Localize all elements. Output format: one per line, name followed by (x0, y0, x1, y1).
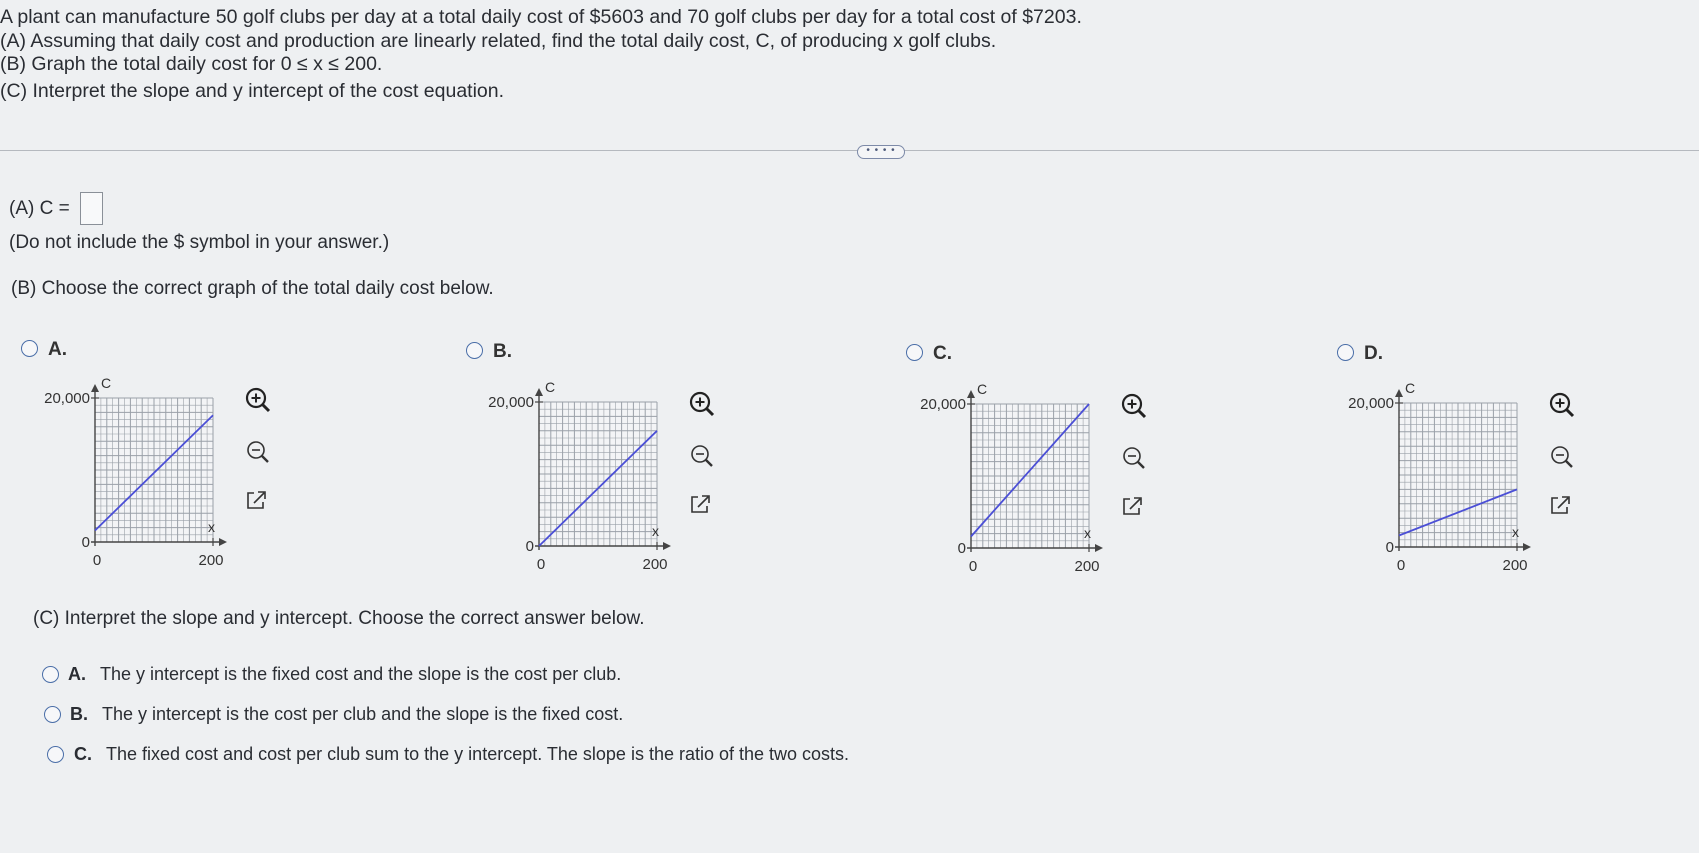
interpret-option-b-radio[interactable] (44, 706, 61, 723)
problem-line-1: A plant can manufacture 50 golf clubs per day at a total daily cost of $5603 and 70 golf clubs per day for a total cost of $7203. (0, 6, 1082, 28)
problem-line-2: (A) Assuming that daily cost and production are linearly related, find the total daily cost, C, of producing x golf clubs. (0, 30, 997, 52)
graph-option-c-label: C. (933, 343, 952, 364)
graph-option-b-label: B. (493, 341, 512, 362)
x-tick-label-right: 200 (642, 556, 668, 573)
y-axis-label: C (101, 375, 112, 391)
x-axis-arrow (219, 538, 227, 546)
y-tick-label-bottom: 0 (81, 534, 90, 551)
external-arrow (1130, 498, 1141, 509)
graph-option-a-label: A. (48, 339, 67, 360)
answer-input-c[interactable] (80, 192, 103, 225)
y-tick-label-top: 20,000 (488, 394, 534, 411)
x-axis-arrow (1095, 544, 1103, 552)
interpret-option-c-radio[interactable] (47, 746, 64, 763)
y-axis-arrow (535, 388, 543, 396)
zoom-out-handle (262, 456, 268, 462)
x-tick-label-left: 0 (1396, 557, 1406, 574)
zoom-out-handle (1566, 461, 1572, 467)
graph-svg (444, 364, 734, 573)
graph-option-c-radio[interactable] (906, 344, 923, 361)
x-axis-label: x (652, 523, 659, 539)
zoom-in-icon[interactable] (1551, 394, 1573, 416)
graph-option-a-radio[interactable] (21, 340, 38, 357)
y-tick-label-bottom: 0 (957, 540, 966, 557)
interpret-option-a-letter: A. (68, 664, 86, 684)
x-axis-arrow (663, 542, 671, 550)
part-c-prompt: (C) Interpret the slope and y intercept. Choose the correct answer below. (33, 608, 645, 629)
x-tick-label-right: 200 (198, 552, 224, 569)
interpret-option-c-text: The fixed cost and cost per club sum to the y intercept. The slope is the ratio of the two costs. (106, 744, 850, 764)
y-tick-label-bottom: 0 (1385, 539, 1394, 556)
part-b-prompt: (B) Choose the correct graph of the total daily cost below. (11, 278, 494, 299)
graph-option-b-radio[interactable] (466, 342, 483, 359)
x-tick-label-left: 0 (92, 552, 102, 569)
open-external-icon[interactable] (1552, 497, 1569, 513)
graph-option-b (444, 364, 734, 573)
x-axis-label: x (208, 519, 215, 535)
part-a-note: (Do not include the $ symbol in your answer.) (9, 232, 390, 253)
zoom-in-icon[interactable] (247, 389, 269, 411)
open-external-icon[interactable] (692, 496, 709, 512)
external-arrow (698, 496, 709, 507)
interpret-option-c-letter: C. (74, 744, 92, 764)
interpret-option-c[interactable] (74, 744, 849, 765)
graph-option-d-radio[interactable] (1337, 344, 1354, 361)
y-axis-arrow (967, 390, 975, 398)
interpret-option-b[interactable] (70, 704, 623, 725)
y-axis-arrow (1395, 389, 1403, 397)
zoom-out-handle (1138, 462, 1144, 468)
y-axis-arrow (91, 384, 99, 392)
zoom-in-handle (707, 409, 714, 416)
y-tick-label-top: 20,000 (920, 396, 966, 413)
problem-line-4: (C) Interpret the slope and y intercept of the cost equation. (0, 80, 505, 102)
graph-option-d (1304, 365, 1594, 574)
external-arrow (1558, 497, 1569, 508)
y-axis-label: C (1405, 380, 1416, 396)
expand-more-button[interactable]: • • • • (857, 145, 905, 159)
graph-svg (1304, 365, 1594, 574)
interpret-option-b-letter: B. (70, 704, 88, 724)
graph-option-c (876, 366, 1166, 575)
y-axis-label: C (977, 381, 988, 397)
x-tick-label-right: 200 (1074, 558, 1100, 575)
open-external-icon[interactable] (1124, 498, 1141, 514)
graph-option-a (0, 360, 290, 569)
interpret-option-a[interactable] (68, 664, 621, 685)
zoom-in-handle (1139, 411, 1146, 418)
interpret-option-a-text: The y intercept is the fixed cost and the slope is the cost per club. (100, 664, 622, 684)
zoom-out-icon[interactable] (1124, 448, 1144, 468)
problem-line-3: (B) Graph the total daily cost for 0 ≤ x ≤ 200. (0, 53, 383, 75)
graph-option-d-label: D. (1364, 343, 1383, 364)
x-axis-label: x (1084, 525, 1091, 541)
x-axis-arrow (1523, 543, 1531, 551)
section-divider (0, 150, 1699, 151)
y-tick-label-top: 20,000 (1348, 395, 1394, 412)
part-a-label: (A) C = (9, 198, 70, 219)
open-external-icon[interactable] (248, 492, 265, 508)
graph-svg (876, 366, 1166, 575)
zoom-in-handle (263, 405, 270, 412)
x-tick-label-right: 200 (1502, 557, 1528, 574)
x-axis-label: x (1512, 524, 1519, 540)
zoom-out-icon[interactable] (692, 446, 712, 466)
zoom-out-icon[interactable] (1552, 447, 1572, 467)
y-tick-label-bottom: 0 (525, 538, 534, 555)
zoom-in-handle (1567, 410, 1574, 417)
x-tick-label-left: 0 (536, 556, 546, 573)
zoom-out-icon[interactable] (248, 442, 268, 462)
y-tick-label-top: 20,000 (44, 390, 90, 407)
x-tick-label-left: 0 (968, 558, 978, 575)
external-arrow (254, 492, 265, 503)
interpret-option-b-text: The y intercept is the cost per club and the slope is the fixed cost. (102, 704, 624, 724)
y-axis-label: C (545, 379, 556, 395)
zoom-in-icon[interactable] (691, 393, 713, 415)
graph-svg (0, 360, 290, 569)
zoom-out-handle (706, 460, 712, 466)
interpret-option-a-radio[interactable] (42, 666, 59, 683)
zoom-in-icon[interactable] (1123, 395, 1145, 417)
